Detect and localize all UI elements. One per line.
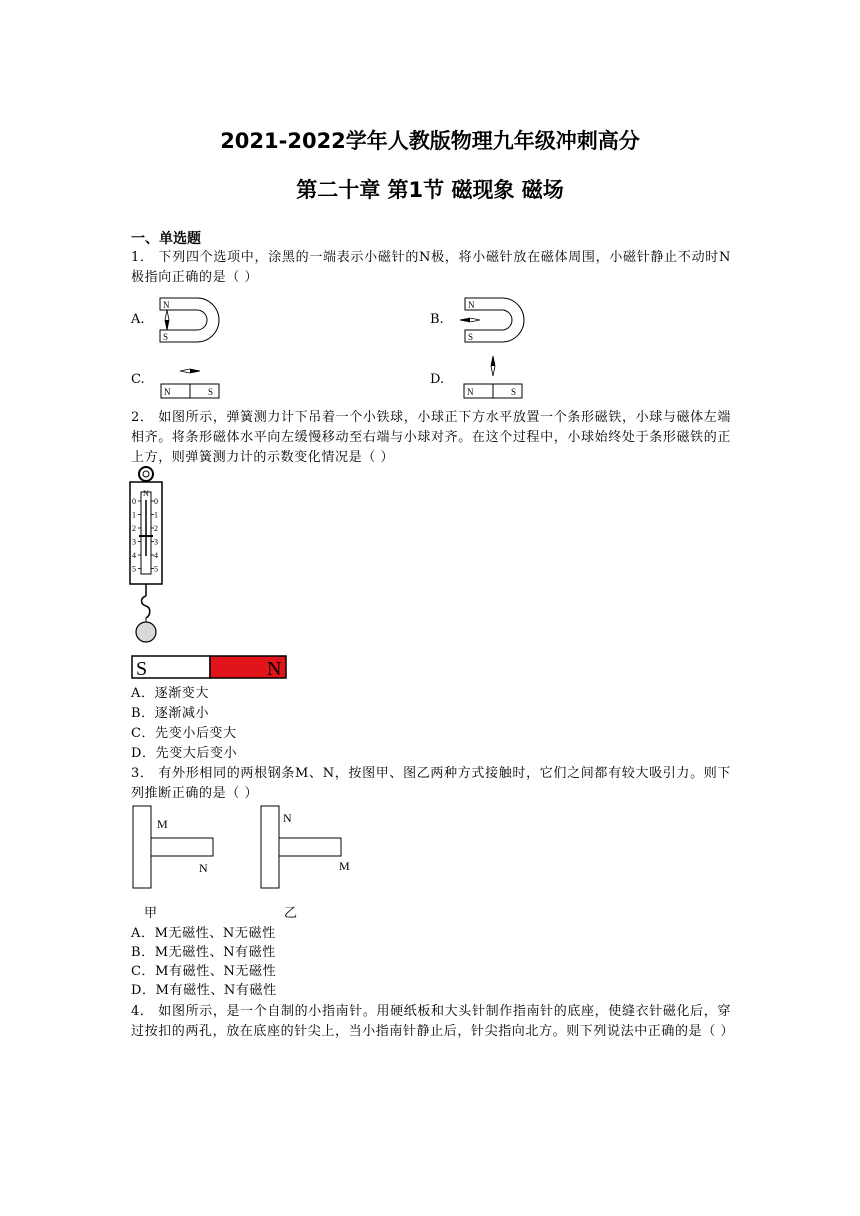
spring-scale-figure bbox=[128, 466, 168, 646]
q1d-n-label: N bbox=[467, 387, 474, 397]
q1-option-d-figure bbox=[463, 354, 533, 402]
q1c-s-label: S bbox=[208, 387, 214, 397]
q1-option-c-label: C. bbox=[131, 372, 145, 387]
document-title: 2021-2022学年人教版物理九年级冲刺高分 bbox=[220, 129, 640, 153]
scale-tick-label-right: 2 bbox=[154, 524, 158, 533]
scale-tick-label-left: 2 bbox=[132, 524, 136, 533]
scale-tick-label-left: 3 bbox=[132, 537, 136, 547]
question-2-stem: 2． 如图所示，弹簧测力计下吊着一个小铁球，小球正下方水平放置一个条形磁铁，小球与磁体左端相齐。将条形磁体水平向左缓慢移动至右端与小球对齐。在这个过程中，小球始终处于条形磁铁的正上方，则弹簧测力计的示数变化情况是（ ） bbox=[131, 410, 731, 465]
bar-magnet-s-label: S bbox=[136, 658, 148, 680]
q3-option-d: D．M有磁性、N有磁性 bbox=[131, 983, 277, 998]
q3-option-b: B．M无磁性、N有磁性 bbox=[131, 945, 276, 960]
q1a-n-label: N bbox=[163, 300, 170, 310]
fig-yi-caption: 乙 bbox=[284, 906, 298, 921]
q1b-s-label: S bbox=[468, 332, 474, 342]
scale-tick-label-left: 4 bbox=[132, 551, 136, 560]
q3-option-c: C．M有磁性、N无磁性 bbox=[131, 964, 277, 979]
scale-tick-label-right: 0 bbox=[154, 497, 158, 506]
scale-tick-label-left: 0 bbox=[132, 497, 136, 506]
fig-yi bbox=[259, 804, 369, 904]
question-3-stem: 3． 有外形相同的两根钢条M、N，按图甲、图乙两种方式接触时，它们之间都有较大吸引力。则下列推断正确的是（ ） bbox=[131, 766, 731, 801]
chapter-subtitle: 第二十章 第1节 磁现象 磁场 bbox=[296, 178, 564, 202]
scale-tick-label-right: 5 bbox=[154, 564, 158, 574]
iron-ball bbox=[136, 622, 156, 642]
q2-option-b: B．逐渐减小 bbox=[131, 706, 210, 721]
q2-option-d: D．先变大后变小 bbox=[131, 746, 238, 761]
q3-option-a: A．M无磁性、N无磁性 bbox=[131, 926, 276, 941]
scale-tick-label-left: 5 bbox=[132, 564, 136, 574]
scale-unit-label: N bbox=[143, 489, 149, 498]
q2-option-a: A．逐渐变大 bbox=[131, 686, 209, 701]
q2-option-c: C．先变小后变大 bbox=[131, 726, 237, 741]
q1b-n-label: N bbox=[468, 300, 475, 310]
fig-jia bbox=[131, 804, 231, 904]
fig-jia-caption: 甲 bbox=[144, 906, 158, 921]
q1d-s-label: S bbox=[511, 387, 517, 397]
section-heading: 一、单选题 bbox=[131, 231, 201, 247]
q1c-n-label: N bbox=[164, 387, 171, 397]
bar-magnet-figure bbox=[131, 655, 291, 681]
q1-option-d-label: D. bbox=[430, 372, 445, 387]
fig-jia-n-label: N bbox=[199, 861, 208, 875]
q1a-s-label: S bbox=[163, 332, 169, 342]
q1-option-b-figure bbox=[460, 296, 540, 344]
fig-yi-n-label: N bbox=[283, 811, 292, 825]
q1-option-c-figure bbox=[160, 366, 230, 402]
fig-jia-m-label: M bbox=[157, 817, 168, 831]
question-4-stem: 4． 如图所示，是一个自制的小指南针。用硬纸板和大头针制作指南针的底座，使缝衣针磁化后，穿过按扣的两孔，放在底座的针尖上，当小指南针静止后，针尖指向北方。则下列说法中正确的是（ ） bbox=[131, 1004, 735, 1039]
bar-magnet-n-label: N bbox=[267, 658, 282, 680]
fig-yi-m-label: M bbox=[339, 859, 350, 873]
question-1-stem: 1． 下列四个选项中，涂黑的一端表示小磁针的N极，将小磁针放在磁体周围，小磁针静止不动时N极指向正确的是（ ） bbox=[131, 250, 731, 285]
scale-tick-label-right: 3 bbox=[154, 537, 158, 547]
q1-option-b-label: B. bbox=[430, 312, 444, 327]
scale-tick-label-right: 4 bbox=[154, 551, 158, 560]
q1-option-a-figure bbox=[155, 296, 235, 344]
q1-option-a-label: A. bbox=[131, 312, 145, 327]
scale-tick-label-right: 1 bbox=[154, 510, 158, 520]
scale-tick-label-left: 1 bbox=[132, 510, 136, 520]
